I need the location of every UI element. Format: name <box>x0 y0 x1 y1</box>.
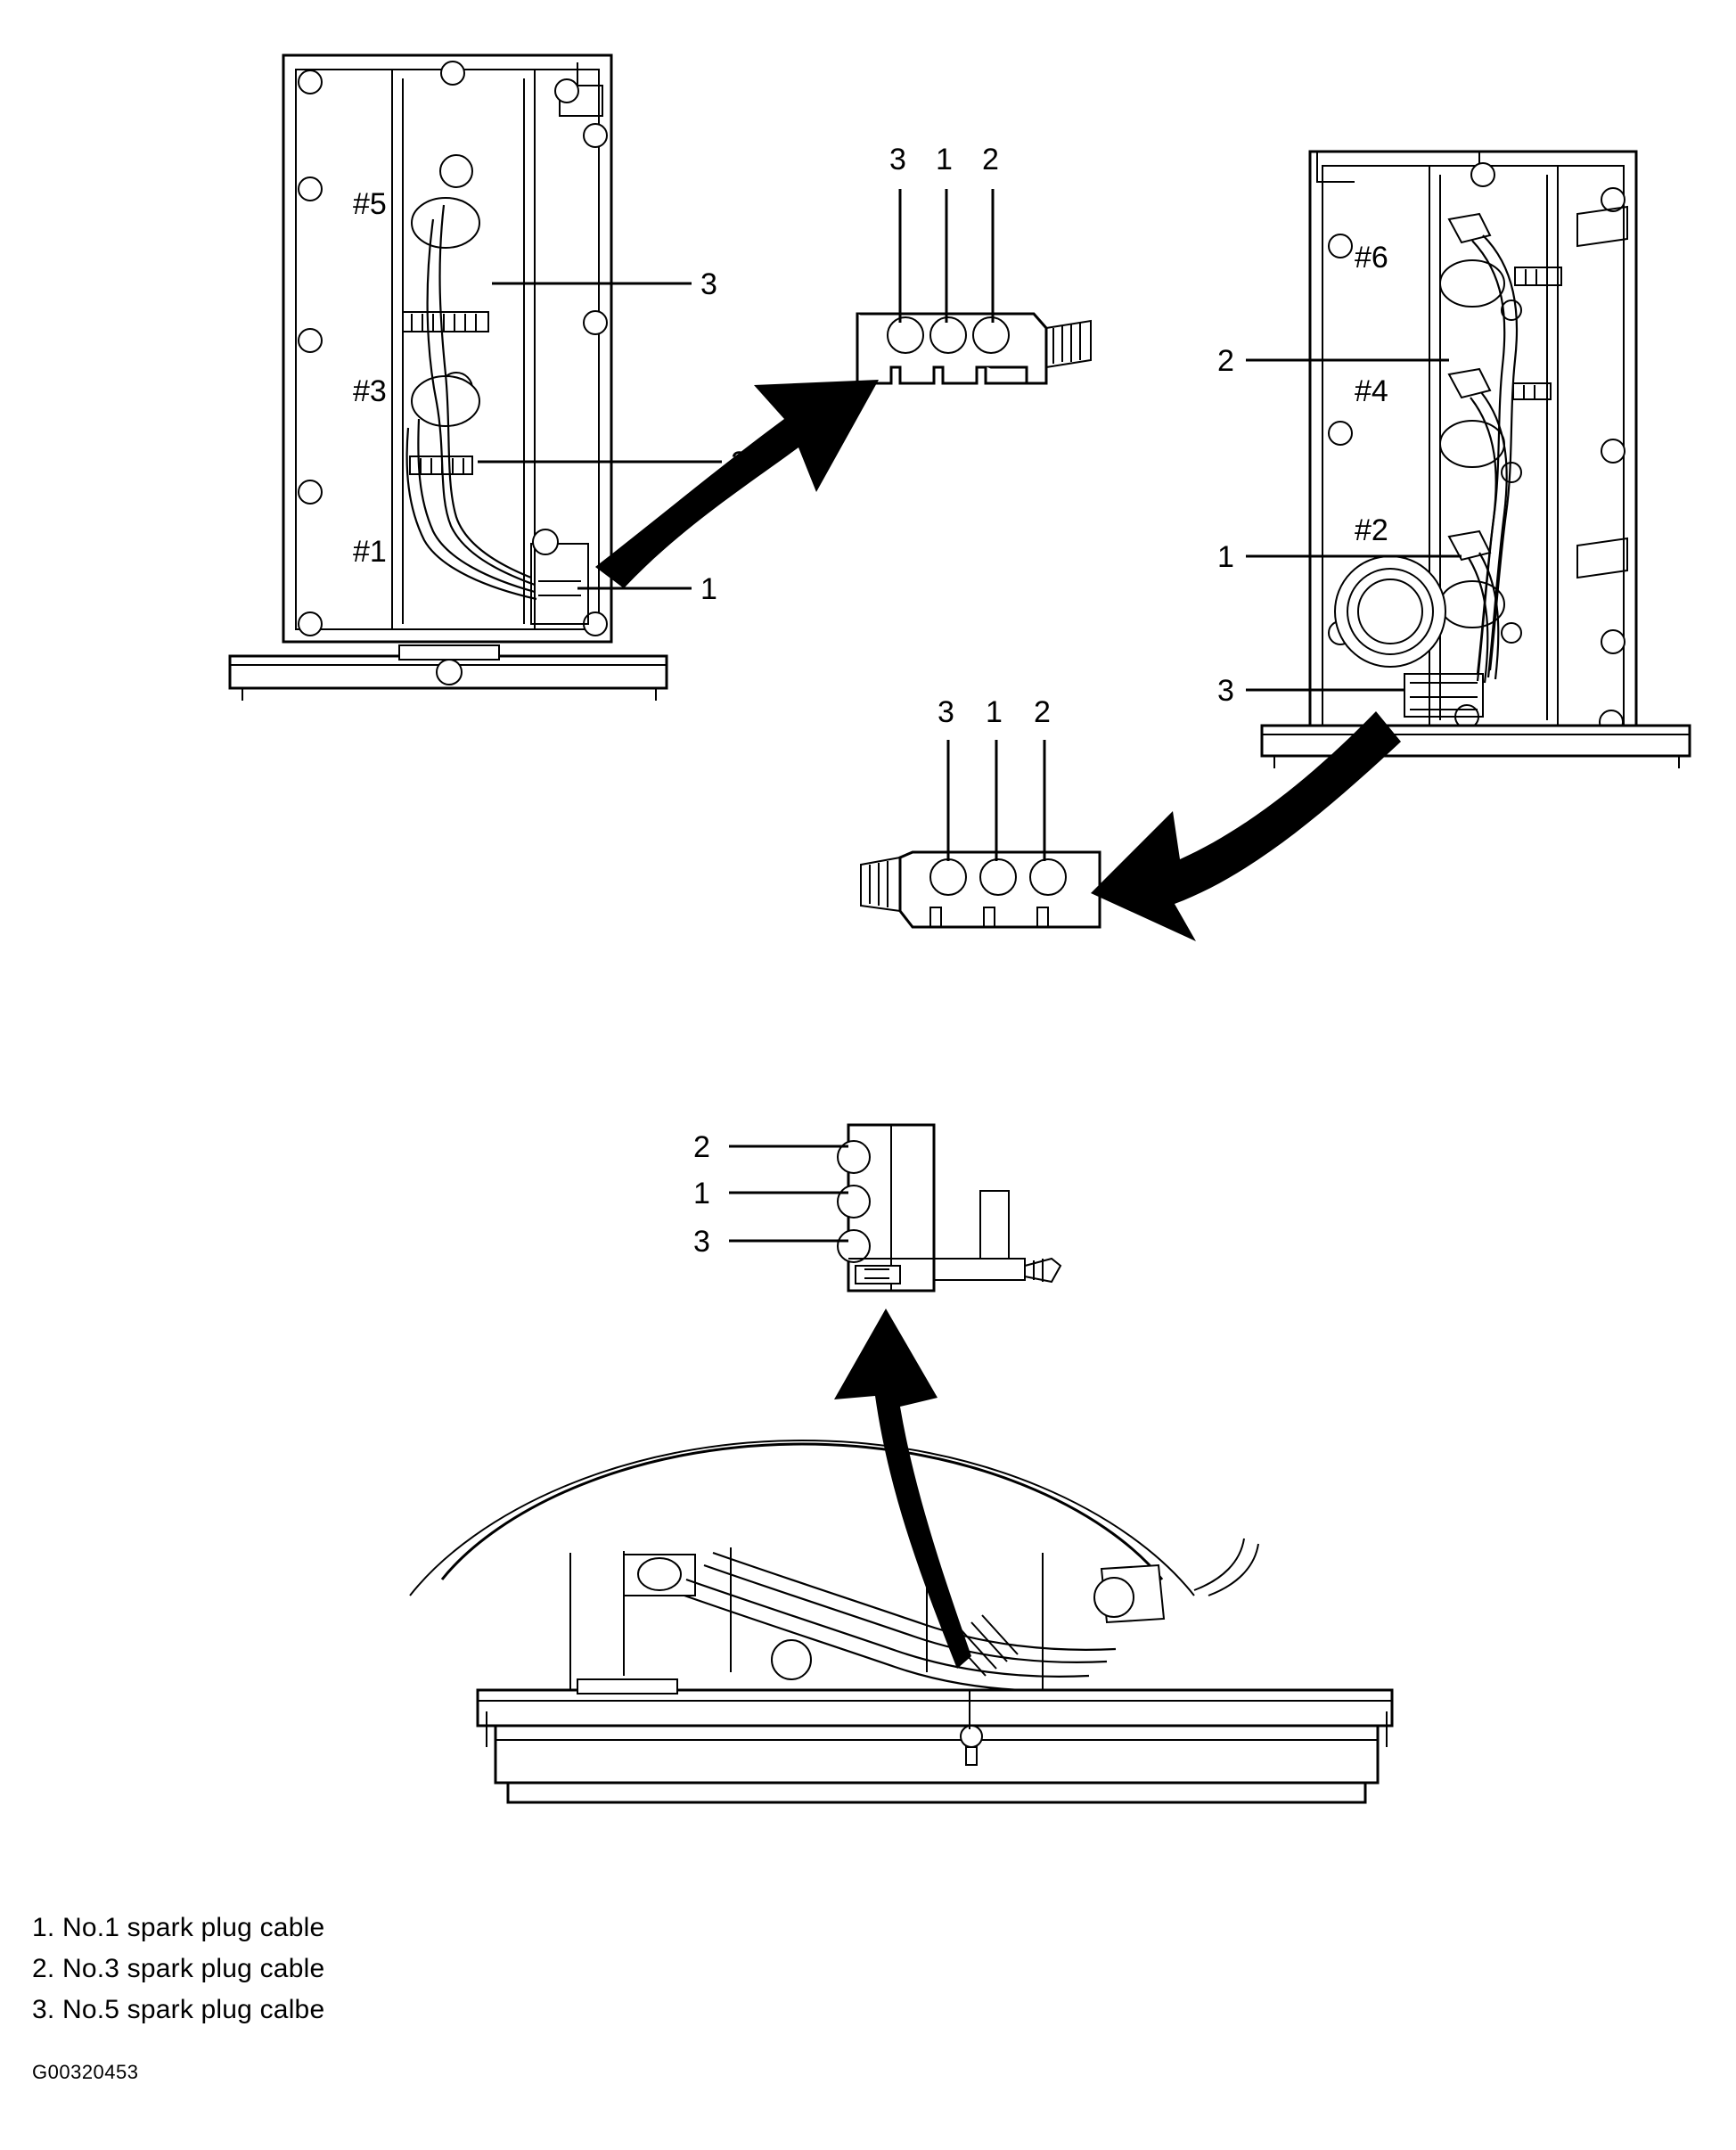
lower-bracket-detail <box>693 1125 1060 1291</box>
legend <box>32 1908 834 2031</box>
right-bracket-callout-2: 2 <box>1034 695 1051 729</box>
arrow-left-head-to-bracket <box>595 380 879 588</box>
left-head-callout-1: 1 <box>700 572 717 606</box>
legend-item-2: 2. No.3 spark plug cable <box>32 1954 325 1983</box>
left-head-callout-3: 3 <box>700 267 717 301</box>
right-head-callout-1: 1 <box>1217 540 1234 574</box>
left-head-cyl-1-label: #1 <box>353 535 387 569</box>
left-bracket-callout-2: 2 <box>982 143 999 176</box>
legend-item-3: 3. No.5 spark plug calbe <box>32 1995 325 2024</box>
left-bracket-callout-3: 3 <box>889 143 906 176</box>
right-bracket-callout-1: 1 <box>986 695 1003 729</box>
legend-item-1: 1. No.1 spark plug cable <box>32 1913 325 1942</box>
lower-bracket-callout-2: 2 <box>693 1130 710 1164</box>
arrow-right-head-to-bracket <box>1091 711 1401 941</box>
figure-id-code: G00320453 <box>32 2061 139 2083</box>
right-head-cyl-6-label: #6 <box>1355 241 1388 275</box>
right-head-callout-3: 3 <box>1217 674 1234 708</box>
right-head-cyl-2-label: #2 <box>1355 513 1388 547</box>
left-bracket-detail <box>857 143 1091 383</box>
lower-bracket-callout-3: 3 <box>693 1225 710 1259</box>
arrow-engine-to-lower-bracket <box>834 1309 971 1669</box>
left-head-cyl-3-label: #3 <box>353 374 387 408</box>
right-bracket-detail <box>861 695 1100 927</box>
left-cylinder-head-view <box>230 55 748 701</box>
left-head-cyl-5-label: #5 <box>353 187 387 221</box>
right-head-callout-2: 2 <box>1217 344 1234 378</box>
right-bracket-callout-3: 3 <box>938 695 954 729</box>
right-head-cyl-4-label: #4 <box>1355 374 1388 408</box>
right-cylinder-head-view <box>1217 152 1690 768</box>
lower-bracket-callout-1: 1 <box>693 1177 710 1210</box>
left-bracket-callout-1: 1 <box>936 143 953 176</box>
